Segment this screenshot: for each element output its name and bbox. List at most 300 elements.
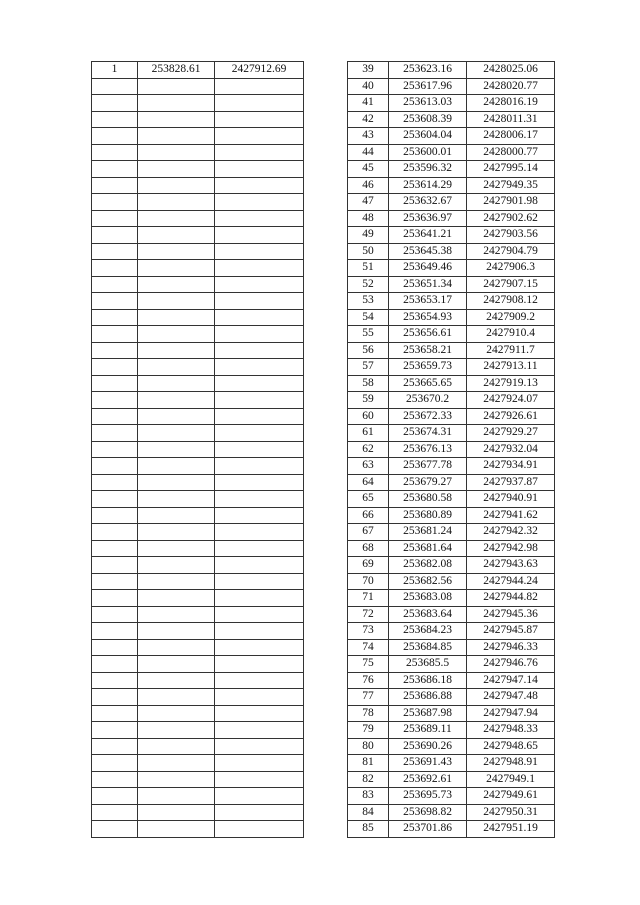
y-coordinate-cell <box>215 524 304 541</box>
x-coordinate-cell: 253685.5 <box>389 656 467 673</box>
point-number-cell: 63 <box>348 458 389 475</box>
x-coordinate-cell: 253684.85 <box>389 639 467 656</box>
x-coordinate-cell: 253617.96 <box>389 78 467 95</box>
point-number-cell: 42 <box>348 111 389 128</box>
x-coordinate-cell <box>138 260 215 277</box>
x-coordinate-cell: 253600.01 <box>389 144 467 161</box>
x-coordinate-cell: 253686.18 <box>389 672 467 689</box>
y-coordinate-cell: 2428006.17 <box>467 128 555 145</box>
y-coordinate-cell: 2427937.87 <box>467 474 555 491</box>
y-coordinate-cell <box>215 623 304 640</box>
x-coordinate-cell: 253683.08 <box>389 590 467 607</box>
y-coordinate-cell: 2427907.15 <box>467 276 555 293</box>
table-row <box>348 227 555 244</box>
point-number-cell: 70 <box>348 573 389 590</box>
x-coordinate-cell <box>138 507 215 524</box>
table-row <box>92 821 304 838</box>
point-number-cell <box>92 78 138 95</box>
point-number-cell: 1 <box>92 62 138 79</box>
table-row <box>92 309 304 326</box>
table-row <box>348 95 555 112</box>
y-coordinate-cell <box>215 804 304 821</box>
y-coordinate-cell <box>215 111 304 128</box>
table-row <box>92 78 304 95</box>
x-coordinate-cell <box>138 293 215 310</box>
x-coordinate-cell <box>138 623 215 640</box>
x-coordinate-cell <box>138 392 215 409</box>
point-number-cell <box>92 342 138 359</box>
x-coordinate-cell: 253608.39 <box>389 111 467 128</box>
point-number-cell: 48 <box>348 210 389 227</box>
y-coordinate-cell: 2427910.4 <box>467 326 555 343</box>
x-coordinate-cell <box>138 177 215 194</box>
table-row <box>348 540 555 557</box>
y-coordinate-cell: 2427947.48 <box>467 689 555 706</box>
point-number-cell <box>92 359 138 376</box>
point-number-cell <box>92 474 138 491</box>
point-number-cell: 55 <box>348 326 389 343</box>
table-row <box>92 194 304 211</box>
y-coordinate-cell: 2428000.77 <box>467 144 555 161</box>
table-row <box>92 458 304 475</box>
point-number-cell <box>92 425 138 442</box>
x-coordinate-cell <box>138 359 215 376</box>
table-row <box>92 161 304 178</box>
point-number-cell <box>92 227 138 244</box>
y-coordinate-cell: 2427950.31 <box>467 804 555 821</box>
table-row <box>348 672 555 689</box>
point-number-cell <box>92 210 138 227</box>
y-coordinate-cell <box>215 210 304 227</box>
point-number-cell <box>92 111 138 128</box>
x-coordinate-cell <box>138 491 215 508</box>
table-row <box>348 705 555 722</box>
point-number-cell <box>92 507 138 524</box>
table-row <box>348 722 555 739</box>
y-coordinate-cell <box>215 606 304 623</box>
y-coordinate-cell: 2427903.56 <box>467 227 555 244</box>
x-coordinate-cell: 253658.21 <box>389 342 467 359</box>
point-number-cell <box>92 276 138 293</box>
table-row <box>92 705 304 722</box>
x-coordinate-cell <box>138 590 215 607</box>
x-coordinate-cell: 253698.82 <box>389 804 467 821</box>
table-row <box>348 276 555 293</box>
point-number-cell <box>92 194 138 211</box>
y-coordinate-cell <box>215 359 304 376</box>
table-row <box>348 590 555 607</box>
y-coordinate-cell <box>215 408 304 425</box>
point-number-cell <box>92 375 138 392</box>
point-number-cell: 57 <box>348 359 389 376</box>
table-row <box>348 474 555 491</box>
point-number-cell <box>92 755 138 772</box>
x-coordinate-cell <box>138 375 215 392</box>
point-number-cell: 47 <box>348 194 389 211</box>
point-number-cell: 64 <box>348 474 389 491</box>
y-coordinate-cell <box>215 425 304 442</box>
y-coordinate-cell: 2427948.33 <box>467 722 555 739</box>
x-coordinate-cell <box>138 656 215 673</box>
y-coordinate-cell <box>215 392 304 409</box>
y-coordinate-cell: 2427940.91 <box>467 491 555 508</box>
point-number-cell <box>92 623 138 640</box>
x-coordinate-cell: 253641.21 <box>389 227 467 244</box>
point-number-cell <box>92 639 138 656</box>
table-row <box>348 623 555 640</box>
table-row <box>348 62 555 79</box>
y-coordinate-cell: 2427912.69 <box>215 62 304 79</box>
x-coordinate-cell <box>138 95 215 112</box>
table-row <box>348 639 555 656</box>
table-row <box>92 95 304 112</box>
y-coordinate-cell <box>215 557 304 574</box>
point-number-cell: 51 <box>348 260 389 277</box>
table-row <box>92 227 304 244</box>
x-coordinate-cell: 253654.93 <box>389 309 467 326</box>
x-coordinate-cell <box>138 573 215 590</box>
point-number-cell: 61 <box>348 425 389 442</box>
x-coordinate-cell <box>138 194 215 211</box>
table-row <box>348 441 555 458</box>
table-row <box>92 755 304 772</box>
y-coordinate-cell <box>215 342 304 359</box>
y-coordinate-cell <box>215 78 304 95</box>
table-row <box>348 507 555 524</box>
point-number-cell <box>92 606 138 623</box>
y-coordinate-cell <box>215 540 304 557</box>
x-coordinate-cell <box>138 804 215 821</box>
table-row <box>92 491 304 508</box>
point-number-cell: 46 <box>348 177 389 194</box>
table-row <box>92 557 304 574</box>
x-coordinate-cell: 253681.64 <box>389 540 467 557</box>
table-row <box>92 606 304 623</box>
x-coordinate-cell: 253636.97 <box>389 210 467 227</box>
point-number-cell: 45 <box>348 161 389 178</box>
point-number-cell <box>92 243 138 260</box>
point-number-cell: 39 <box>348 62 389 79</box>
table-row <box>348 128 555 145</box>
point-number-cell <box>92 524 138 541</box>
table-row <box>348 738 555 755</box>
y-coordinate-cell: 2428020.77 <box>467 78 555 95</box>
x-coordinate-cell <box>138 276 215 293</box>
y-coordinate-cell <box>215 771 304 788</box>
point-number-cell: 59 <box>348 392 389 409</box>
table-row <box>92 359 304 376</box>
y-coordinate-cell: 2427904.79 <box>467 243 555 260</box>
y-coordinate-cell: 2427949.61 <box>467 788 555 805</box>
table-row <box>348 194 555 211</box>
point-number-cell <box>92 293 138 310</box>
x-coordinate-cell: 253651.34 <box>389 276 467 293</box>
x-coordinate-cell: 253680.89 <box>389 507 467 524</box>
table-row <box>348 111 555 128</box>
x-coordinate-cell: 253656.61 <box>389 326 467 343</box>
table-row <box>92 656 304 673</box>
point-number-cell <box>92 458 138 475</box>
table-row <box>348 689 555 706</box>
point-number-cell <box>92 260 138 277</box>
table-row <box>92 788 304 805</box>
point-number-cell: 76 <box>348 672 389 689</box>
x-coordinate-cell <box>138 557 215 574</box>
point-number-cell <box>92 771 138 788</box>
table-row <box>92 441 304 458</box>
y-coordinate-cell: 2427911.7 <box>467 342 555 359</box>
table-row <box>92 672 304 689</box>
point-number-cell: 53 <box>348 293 389 310</box>
point-number-cell <box>92 491 138 508</box>
point-number-cell: 81 <box>348 755 389 772</box>
table-row <box>348 392 555 409</box>
right-coordinate-table <box>347 61 555 838</box>
y-coordinate-cell <box>215 243 304 260</box>
x-coordinate-cell <box>138 474 215 491</box>
table-row <box>92 293 304 310</box>
point-number-cell <box>92 722 138 739</box>
table-row <box>92 804 304 821</box>
table-row <box>92 639 304 656</box>
point-number-cell <box>92 705 138 722</box>
point-number-cell: 67 <box>348 524 389 541</box>
point-number-cell: 77 <box>348 689 389 706</box>
x-coordinate-cell: 253689.11 <box>389 722 467 739</box>
point-number-cell: 66 <box>348 507 389 524</box>
x-coordinate-cell: 253649.46 <box>389 260 467 277</box>
y-coordinate-cell: 2427906.3 <box>467 260 555 277</box>
y-coordinate-cell <box>215 194 304 211</box>
point-number-cell <box>92 177 138 194</box>
table-row <box>348 161 555 178</box>
y-coordinate-cell: 2427945.87 <box>467 623 555 640</box>
x-coordinate-cell <box>138 755 215 772</box>
table-row <box>92 771 304 788</box>
y-coordinate-cell: 2428025.06 <box>467 62 555 79</box>
x-coordinate-cell <box>138 425 215 442</box>
x-coordinate-cell: 253613.03 <box>389 95 467 112</box>
point-number-cell <box>92 788 138 805</box>
y-coordinate-cell: 2427909.2 <box>467 309 555 326</box>
point-number-cell: 43 <box>348 128 389 145</box>
y-coordinate-cell <box>215 227 304 244</box>
y-coordinate-cell: 2427941.62 <box>467 507 555 524</box>
point-number-cell: 56 <box>348 342 389 359</box>
x-coordinate-cell: 253692.61 <box>389 771 467 788</box>
point-number-cell: 69 <box>348 557 389 574</box>
table-row <box>92 722 304 739</box>
x-coordinate-cell <box>138 128 215 145</box>
x-coordinate-cell <box>138 144 215 161</box>
x-coordinate-cell: 253680.58 <box>389 491 467 508</box>
table-row <box>92 689 304 706</box>
table-row <box>348 524 555 541</box>
x-coordinate-cell: 253684.23 <box>389 623 467 640</box>
table-row <box>348 425 555 442</box>
table-row <box>348 788 555 805</box>
x-coordinate-cell <box>138 606 215 623</box>
table-row <box>348 573 555 590</box>
x-coordinate-cell: 253645.38 <box>389 243 467 260</box>
point-number-cell <box>92 689 138 706</box>
y-coordinate-cell: 2427948.65 <box>467 738 555 755</box>
table-row <box>348 359 555 376</box>
y-coordinate-cell: 2427908.12 <box>467 293 555 310</box>
y-coordinate-cell <box>215 491 304 508</box>
y-coordinate-cell: 2427919.13 <box>467 375 555 392</box>
y-coordinate-cell: 2427913.11 <box>467 359 555 376</box>
point-number-cell: 50 <box>348 243 389 260</box>
y-coordinate-cell <box>215 755 304 772</box>
table-row <box>348 293 555 310</box>
y-coordinate-cell: 2428011.31 <box>467 111 555 128</box>
x-coordinate-cell <box>138 326 215 343</box>
x-coordinate-cell <box>138 738 215 755</box>
y-coordinate-cell: 2427934.91 <box>467 458 555 475</box>
point-number-cell: 74 <box>348 639 389 656</box>
y-coordinate-cell <box>215 276 304 293</box>
x-coordinate-cell: 253686.88 <box>389 689 467 706</box>
y-coordinate-cell <box>215 507 304 524</box>
y-coordinate-cell: 2427942.32 <box>467 524 555 541</box>
x-coordinate-cell <box>138 540 215 557</box>
x-coordinate-cell <box>138 408 215 425</box>
point-number-cell: 82 <box>348 771 389 788</box>
table-row <box>348 491 555 508</box>
point-number-cell: 58 <box>348 375 389 392</box>
point-number-cell: 44 <box>348 144 389 161</box>
x-coordinate-cell: 253670.2 <box>389 392 467 409</box>
x-coordinate-cell: 253653.17 <box>389 293 467 310</box>
point-number-cell: 41 <box>348 95 389 112</box>
y-coordinate-cell: 2427946.76 <box>467 656 555 673</box>
table-row <box>92 276 304 293</box>
table-row <box>348 144 555 161</box>
table-row <box>92 144 304 161</box>
y-coordinate-cell <box>215 821 304 838</box>
point-number-cell: 62 <box>348 441 389 458</box>
x-coordinate-cell <box>138 78 215 95</box>
point-number-cell <box>92 144 138 161</box>
x-coordinate-cell <box>138 342 215 359</box>
y-coordinate-cell: 2427901.98 <box>467 194 555 211</box>
x-coordinate-cell: 253681.24 <box>389 524 467 541</box>
x-coordinate-cell <box>138 161 215 178</box>
y-coordinate-cell: 2427946.33 <box>467 639 555 656</box>
table-row <box>92 408 304 425</box>
y-coordinate-cell <box>215 161 304 178</box>
table-row <box>92 62 304 79</box>
x-coordinate-cell <box>138 705 215 722</box>
point-number-cell: 84 <box>348 804 389 821</box>
table-row <box>92 507 304 524</box>
x-coordinate-cell: 253665.65 <box>389 375 467 392</box>
left-coordinate-table <box>91 61 304 838</box>
table-row <box>92 573 304 590</box>
x-coordinate-cell <box>138 524 215 541</box>
point-number-cell <box>92 392 138 409</box>
y-coordinate-cell <box>215 656 304 673</box>
y-coordinate-cell <box>215 293 304 310</box>
table-row <box>348 755 555 772</box>
point-number-cell: 40 <box>348 78 389 95</box>
x-coordinate-cell <box>138 689 215 706</box>
y-coordinate-cell: 2427949.35 <box>467 177 555 194</box>
y-coordinate-cell: 2427944.24 <box>467 573 555 590</box>
y-coordinate-cell <box>215 128 304 145</box>
y-coordinate-cell: 2427929.27 <box>467 425 555 442</box>
y-coordinate-cell <box>215 590 304 607</box>
table-row <box>348 656 555 673</box>
table-row <box>92 111 304 128</box>
x-coordinate-cell <box>138 722 215 739</box>
point-number-cell <box>92 804 138 821</box>
table-row <box>348 177 555 194</box>
x-coordinate-cell: 253677.78 <box>389 458 467 475</box>
x-coordinate-cell: 253683.64 <box>389 606 467 623</box>
table-row <box>92 738 304 755</box>
point-number-cell <box>92 540 138 557</box>
x-coordinate-cell <box>138 458 215 475</box>
y-coordinate-cell <box>215 639 304 656</box>
y-coordinate-cell <box>215 177 304 194</box>
table-row <box>348 309 555 326</box>
y-coordinate-cell: 2427926.61 <box>467 408 555 425</box>
table-row <box>92 375 304 392</box>
y-coordinate-cell: 2427943.63 <box>467 557 555 574</box>
point-number-cell: 78 <box>348 705 389 722</box>
y-coordinate-cell <box>215 705 304 722</box>
y-coordinate-cell: 2427947.94 <box>467 705 555 722</box>
table-row <box>92 128 304 145</box>
point-number-cell: 49 <box>348 227 389 244</box>
table-row <box>348 771 555 788</box>
y-coordinate-cell: 2427932.04 <box>467 441 555 458</box>
y-coordinate-cell <box>215 326 304 343</box>
y-coordinate-cell <box>215 144 304 161</box>
x-coordinate-cell: 253674.31 <box>389 425 467 442</box>
y-coordinate-cell: 2427948.91 <box>467 755 555 772</box>
y-coordinate-cell <box>215 573 304 590</box>
x-coordinate-cell: 253828.61 <box>138 62 215 79</box>
x-coordinate-cell: 253604.04 <box>389 128 467 145</box>
y-coordinate-cell <box>215 441 304 458</box>
x-coordinate-cell <box>138 788 215 805</box>
y-coordinate-cell: 2427951.19 <box>467 821 555 838</box>
y-coordinate-cell <box>215 375 304 392</box>
point-number-cell: 65 <box>348 491 389 508</box>
table-row <box>92 540 304 557</box>
point-number-cell: 60 <box>348 408 389 425</box>
x-coordinate-cell <box>138 672 215 689</box>
x-coordinate-cell: 253691.43 <box>389 755 467 772</box>
table-row <box>348 458 555 475</box>
x-coordinate-cell <box>138 771 215 788</box>
x-coordinate-cell: 253682.56 <box>389 573 467 590</box>
x-coordinate-cell <box>138 227 215 244</box>
table-row <box>92 474 304 491</box>
point-number-cell <box>92 128 138 145</box>
point-number-cell <box>92 656 138 673</box>
table-row <box>348 804 555 821</box>
x-coordinate-cell <box>138 639 215 656</box>
x-coordinate-cell: 253701.86 <box>389 821 467 838</box>
x-coordinate-cell: 253690.26 <box>389 738 467 755</box>
y-coordinate-cell <box>215 738 304 755</box>
y-coordinate-cell: 2427995.14 <box>467 161 555 178</box>
x-coordinate-cell: 253632.67 <box>389 194 467 211</box>
